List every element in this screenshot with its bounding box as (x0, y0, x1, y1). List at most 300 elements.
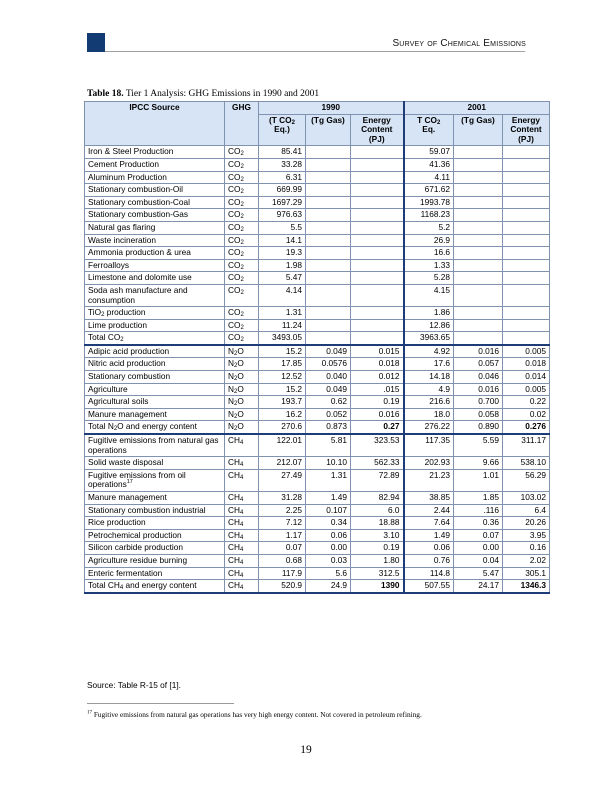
cell-source: Manure management (85, 408, 225, 421)
cell-source: Lime production (85, 319, 225, 332)
footnote-text: Fugitive emissions from natural gas operations has very high energy content. Not covered in petroleum refining. (92, 710, 422, 719)
cell-source: Enteric fermentation (85, 567, 225, 580)
cell-2001-tg: 9.66 (454, 457, 503, 470)
cell-1990-energy: 0.19 (351, 542, 404, 555)
cell-1990-tg (306, 284, 351, 306)
cell-1990-energy (351, 319, 404, 332)
col-header-1990: 1990 (259, 102, 404, 115)
table-row (85, 184, 550, 197)
cell-1990-energy (351, 146, 404, 159)
header-accent-block (87, 33, 105, 52)
table-row (85, 332, 550, 345)
cell-2001-tg: 0.058 (454, 408, 503, 421)
cell-2001-tg (454, 332, 503, 345)
col-header-source: IPCC Source (85, 102, 225, 146)
cell-2001-tg: .116 (454, 504, 503, 517)
cell-2001-energy (503, 319, 550, 332)
cell-source: Fugitive emissions from oil operations$^{17}$ (85, 469, 225, 491)
cell-ghg: $N_2O$ (225, 408, 259, 421)
cell-2001-energy: 56.29 (503, 469, 550, 491)
cell-2001-tco2: 7.64 (404, 517, 454, 530)
cell-1990-energy: 1.80 (351, 554, 404, 567)
cell-1990-tg (306, 184, 351, 197)
cell-1990-tco2: 976.63 (259, 209, 306, 222)
table-row (85, 567, 550, 580)
cell-2001-tco2: 507.55 (404, 580, 454, 593)
cell-2001-tco2: 5.2 (404, 221, 454, 234)
cell-2001-energy (503, 209, 550, 222)
cell-2001-energy (503, 332, 550, 345)
cell-2001-energy: 0.16 (503, 542, 550, 555)
cell-2001-tg (454, 171, 503, 184)
cell-2001-energy (503, 171, 550, 184)
table-row (85, 580, 550, 593)
cell-1990-tco2: 1.17 (259, 529, 306, 542)
ghg-emissions-table (84, 101, 550, 594)
cell-ghg: $CH_4$ (225, 469, 259, 491)
cell-1990-energy (351, 221, 404, 234)
cell-1990-tco2: 520.9 (259, 580, 306, 593)
footnote (87, 710, 422, 719)
cell-1990-tco2: 14.1 (259, 234, 306, 247)
cell-ghg: $CO_2$ (225, 319, 259, 332)
footnote-marker: 17 (87, 710, 92, 716)
cell-1990-tco2: 15.2 (259, 383, 306, 396)
cell-ghg: $CO_2$ (225, 284, 259, 306)
cell-2001-energy (503, 284, 550, 306)
cell-2001-tco2: 276.22 (404, 421, 454, 434)
cell-2001-tg: 0.00 (454, 542, 503, 555)
cell-2001-tco2: 202.93 (404, 457, 454, 470)
cell-1990-tco2: 117.9 (259, 567, 306, 580)
cell-ghg: $N_2O$ (225, 345, 259, 358)
cell-1990-tco2: 17.85 (259, 358, 306, 371)
cell-2001-tg (454, 259, 503, 272)
caption-text: Tier 1 Analysis: GHG Emissions in 1990 and 2001 (123, 89, 320, 99)
cell-source: Soda ash manufacture and consumption (85, 284, 225, 306)
cell-source: Total $CH_4$ and energy content (85, 580, 225, 593)
caption-label: Table 18. (87, 89, 124, 99)
cell-1990-tg: 0.052 (306, 408, 351, 421)
table-row (85, 358, 550, 371)
table-row (85, 469, 550, 491)
cell-2001-tco2: 1.49 (404, 529, 454, 542)
cell-1990-energy: 18.88 (351, 517, 404, 530)
cell-2001-tg (454, 146, 503, 159)
table-caption (87, 89, 319, 99)
cell-source: Stationary combustion industrial (85, 504, 225, 517)
table-row (85, 492, 550, 505)
cell-2001-tco2: 16.6 (404, 247, 454, 260)
cell-1990-energy: 323.53 (351, 434, 404, 457)
cell-1990-tco2: 122.01 (259, 434, 306, 457)
cell-2001-energy: 0.005 (503, 345, 550, 358)
cell-2001-energy: 103.02 (503, 492, 550, 505)
cell-1990-tg: 5.81 (306, 434, 351, 457)
cell-ghg: $CO_2$ (225, 146, 259, 159)
cell-2001-tg: 1.85 (454, 492, 503, 505)
cell-ghg: $CO_2$ (225, 184, 259, 197)
cell-2001-energy: 0.005 (503, 383, 550, 396)
cell-2001-tg (454, 247, 503, 260)
cell-2001-tg: 0.700 (454, 396, 503, 409)
cell-1990-energy (351, 234, 404, 247)
cell-1990-tg (306, 171, 351, 184)
cell-2001-tg (454, 319, 503, 332)
cell-2001-tg (454, 307, 503, 320)
table-row (85, 319, 550, 332)
cell-ghg: $CO_2$ (225, 307, 259, 320)
col-header-2001-tg: (Tg Gas) (454, 114, 503, 146)
running-header: Survey of Chemical Emissions (392, 38, 526, 49)
cell-source: Natural gas flaring (85, 221, 225, 234)
cell-2001-tco2: 0.06 (404, 542, 454, 555)
cell-2001-tco2: 4.11 (404, 171, 454, 184)
cell-1990-tg (306, 196, 351, 209)
cell-1990-tco2: 1.98 (259, 259, 306, 272)
cell-1990-energy (351, 171, 404, 184)
col-header-1990-tco2: (T $CO_2$ Eq.) (259, 114, 306, 146)
cell-2001-energy (503, 307, 550, 320)
cell-1990-tco2: 85.41 (259, 146, 306, 159)
cell-1990-energy: 0.018 (351, 358, 404, 371)
cell-ghg: $CO_2$ (225, 158, 259, 171)
cell-2001-tg (454, 184, 503, 197)
cell-1990-tco2: 0.68 (259, 554, 306, 567)
cell-2001-tg (454, 158, 503, 171)
cell-2001-energy (503, 272, 550, 285)
cell-2001-tg: 5.47 (454, 567, 503, 580)
cell-1990-energy (351, 247, 404, 260)
cell-1990-tco2: 4.14 (259, 284, 306, 306)
cell-1990-energy (351, 209, 404, 222)
cell-1990-tco2: 0.07 (259, 542, 306, 555)
cell-1990-tco2: 31.28 (259, 492, 306, 505)
cell-ghg: $CH_4$ (225, 567, 259, 580)
cell-2001-tco2: 41.36 (404, 158, 454, 171)
source-note: Source: Table R-15 of [1]. (87, 680, 181, 690)
table-row (85, 345, 550, 358)
cell-ghg: $CO_2$ (225, 221, 259, 234)
col-header-1990-tg: (Tg Gas) (306, 114, 351, 146)
cell-2001-tco2: 1993.78 (404, 196, 454, 209)
cell-1990-energy: 82.94 (351, 492, 404, 505)
cell-source: Iron & Steel Production (85, 146, 225, 159)
cell-1990-tg (306, 146, 351, 159)
cell-2001-tco2: 4.92 (404, 345, 454, 358)
table-row (85, 421, 550, 434)
cell-1990-energy: 0.015 (351, 345, 404, 358)
cell-source: Stationary combustion-Gas (85, 209, 225, 222)
cell-1990-tg (306, 158, 351, 171)
cell-1990-tg (306, 319, 351, 332)
cell-ghg: $N_2O$ (225, 383, 259, 396)
cell-2001-tco2: 18.0 (404, 408, 454, 421)
cell-1990-tco2: 27.49 (259, 469, 306, 491)
table-row (85, 554, 550, 567)
table-row (85, 196, 550, 209)
cell-source: Agriculture residue burning (85, 554, 225, 567)
cell-2001-tg (454, 234, 503, 247)
cell-1990-tg (306, 221, 351, 234)
table-row (85, 221, 550, 234)
table-row (85, 371, 550, 384)
page-number: 19 (300, 744, 312, 756)
cell-1990-energy: 562.33 (351, 457, 404, 470)
cell-ghg: $CH_4$ (225, 504, 259, 517)
cell-2001-energy: 0.22 (503, 396, 550, 409)
cell-1990-tg: 0.03 (306, 554, 351, 567)
cell-ghg: $CH_4$ (225, 457, 259, 470)
cell-2001-energy: 305.1 (503, 567, 550, 580)
table-row (85, 158, 550, 171)
table-row (85, 284, 550, 306)
cell-ghg: $CH_4$ (225, 580, 259, 593)
cell-ghg: $CO_2$ (225, 247, 259, 260)
cell-source: Aluminum Production (85, 171, 225, 184)
cell-2001-tg (454, 221, 503, 234)
cell-1990-energy: 0.19 (351, 396, 404, 409)
cell-2001-tg (454, 284, 503, 306)
cell-1990-tco2: 15.2 (259, 345, 306, 358)
cell-1990-tg (306, 234, 351, 247)
cell-1990-tco2: 3493.05 (259, 332, 306, 345)
cell-ghg: $CH_4$ (225, 554, 259, 567)
cell-2001-tco2: 5.28 (404, 272, 454, 285)
cell-source: Fugitive emissions from natural gas operations (85, 434, 225, 457)
cell-ghg: $CO_2$ (225, 332, 259, 345)
cell-1990-tg: 1.49 (306, 492, 351, 505)
cell-2001-energy (503, 247, 550, 260)
cell-2001-energy (503, 234, 550, 247)
cell-2001-energy (503, 196, 550, 209)
cell-2001-tg: 1.01 (454, 469, 503, 491)
cell-1990-tco2: 6.31 (259, 171, 306, 184)
cell-1990-tco2: 5.5 (259, 221, 306, 234)
table-row (85, 529, 550, 542)
cell-2001-energy: 2.02 (503, 554, 550, 567)
cell-1990-energy (351, 158, 404, 171)
cell-2001-energy (503, 259, 550, 272)
cell-1990-tco2: 1.31 (259, 307, 306, 320)
cell-2001-tg: 5.59 (454, 434, 503, 457)
table-row (85, 504, 550, 517)
cell-ghg: $CO_2$ (225, 234, 259, 247)
cell-2001-tg: 0.057 (454, 358, 503, 371)
cell-1990-tco2: 270.6 (259, 421, 306, 434)
cell-2001-tco2: 17.6 (404, 358, 454, 371)
cell-2001-tco2: 12.86 (404, 319, 454, 332)
cell-ghg: $N_2O$ (225, 371, 259, 384)
cell-source: Agricultural soils (85, 396, 225, 409)
cell-1990-tg: 24.9 (306, 580, 351, 593)
cell-source: Total $CO_2$ (85, 332, 225, 345)
cell-2001-energy (503, 146, 550, 159)
cell-source: Stationary combustion (85, 371, 225, 384)
cell-2001-tg (454, 209, 503, 222)
table-row (85, 434, 550, 457)
table-row (85, 146, 550, 159)
cell-2001-tco2: 216.6 (404, 396, 454, 409)
cell-source: Waste incineration (85, 234, 225, 247)
cell-2001-tg: 0.36 (454, 517, 503, 530)
cell-2001-energy (503, 184, 550, 197)
cell-2001-tco2: 4.15 (404, 284, 454, 306)
cell-2001-tco2: 1168.23 (404, 209, 454, 222)
cell-2001-tg: 0.04 (454, 554, 503, 567)
cell-1990-energy: 3.10 (351, 529, 404, 542)
col-header-2001: 2001 (404, 102, 550, 115)
cell-2001-tg: 0.07 (454, 529, 503, 542)
cell-1990-energy: 6.0 (351, 504, 404, 517)
col-header-2001-energy: Energy Content (PJ) (503, 114, 550, 146)
cell-2001-tco2: 21.23 (404, 469, 454, 491)
cell-2001-tco2: 114.8 (404, 567, 454, 580)
cell-2001-energy: 538.10 (503, 457, 550, 470)
cell-1990-tg: 0.34 (306, 517, 351, 530)
cell-1990-energy (351, 284, 404, 306)
cell-1990-tg (306, 332, 351, 345)
cell-source: Stationary combustion-Oil (85, 184, 225, 197)
col-header-ghg: GHG (225, 102, 259, 146)
cell-source: Adipic acid production (85, 345, 225, 358)
cell-2001-tco2: 59.07 (404, 146, 454, 159)
cell-1990-tg: 1.31 (306, 469, 351, 491)
cell-1990-energy: 0.27 (351, 421, 404, 434)
cell-2001-energy: 0.276 (503, 421, 550, 434)
header-rule (105, 51, 525, 52)
cell-2001-energy: 311.17 (503, 434, 550, 457)
cell-2001-energy: 6.4 (503, 504, 550, 517)
cell-ghg: $N_2O$ (225, 421, 259, 434)
cell-1990-energy (351, 259, 404, 272)
cell-2001-tco2: 4.9 (404, 383, 454, 396)
cell-1990-tco2: 5.47 (259, 272, 306, 285)
cell-2001-tco2: 26.9 (404, 234, 454, 247)
cell-1990-tg: 0.049 (306, 383, 351, 396)
table-row (85, 247, 550, 260)
cell-2001-tco2: 671.62 (404, 184, 454, 197)
cell-1990-tg: 0.62 (306, 396, 351, 409)
table-row (85, 408, 550, 421)
cell-1990-tco2: 16.2 (259, 408, 306, 421)
cell-1990-tco2: 7.12 (259, 517, 306, 530)
cell-source: Rice production (85, 517, 225, 530)
cell-2001-tco2: 0.76 (404, 554, 454, 567)
cell-1990-tg (306, 209, 351, 222)
cell-1990-energy: 0.016 (351, 408, 404, 421)
cell-source: Manure management (85, 492, 225, 505)
cell-ghg: $N_2O$ (225, 396, 259, 409)
cell-source: TiO$_2$ production (85, 307, 225, 320)
cell-1990-energy (351, 307, 404, 320)
cell-1990-tco2: 12.52 (259, 371, 306, 384)
cell-1990-tg (306, 307, 351, 320)
cell-1990-tg: 0.06 (306, 529, 351, 542)
cell-1990-tco2: 212.07 (259, 457, 306, 470)
table-row (85, 542, 550, 555)
cell-2001-tg: 24.17 (454, 580, 503, 593)
cell-source: Nitric acid production (85, 358, 225, 371)
cell-1990-tg (306, 272, 351, 285)
table-row (85, 517, 550, 530)
cell-ghg: $CH_4$ (225, 542, 259, 555)
cell-2001-energy: 0.014 (503, 371, 550, 384)
cell-1990-tco2: 669.99 (259, 184, 306, 197)
cell-2001-tg: 0.046 (454, 371, 503, 384)
cell-ghg: $CH_4$ (225, 529, 259, 542)
cell-ghg: $CH_4$ (225, 434, 259, 457)
cell-2001-energy: 0.02 (503, 408, 550, 421)
cell-1990-tco2: 33.28 (259, 158, 306, 171)
table-body (85, 146, 550, 593)
cell-2001-tco2: 1.86 (404, 307, 454, 320)
cell-1990-tg: 0.873 (306, 421, 351, 434)
cell-2001-energy: 1346.3 (503, 580, 550, 593)
cell-2001-energy (503, 221, 550, 234)
col-header-2001-tco2: T $CO_2$ Eq. (404, 114, 454, 146)
cell-source: Agriculture (85, 383, 225, 396)
cell-ghg: $N_2O$ (225, 358, 259, 371)
cell-source: Cement Production (85, 158, 225, 171)
cell-ghg: $CO_2$ (225, 272, 259, 285)
cell-2001-energy: 20.26 (503, 517, 550, 530)
cell-2001-tco2: 117.35 (404, 434, 454, 457)
cell-ghg: $CH_4$ (225, 517, 259, 530)
table-row (85, 383, 550, 396)
cell-1990-energy: 312.5 (351, 567, 404, 580)
table-row (85, 457, 550, 470)
cell-2001-tg (454, 272, 503, 285)
cell-2001-energy: 3.95 (503, 529, 550, 542)
cell-1990-tg: 0.040 (306, 371, 351, 384)
cell-2001-tco2: 3963.65 (404, 332, 454, 345)
cell-1990-energy (351, 272, 404, 285)
cell-2001-tco2: 38.85 (404, 492, 454, 505)
col-header-1990-energy: Energy Content (PJ) (351, 114, 404, 146)
cell-1990-energy: 1390 (351, 580, 404, 593)
cell-1990-energy (351, 332, 404, 345)
cell-2001-tg (454, 196, 503, 209)
cell-1990-tco2: 1697.29 (259, 196, 306, 209)
cell-2001-tco2: 2.44 (404, 504, 454, 517)
cell-ghg: $CO_2$ (225, 259, 259, 272)
table-row (85, 272, 550, 285)
table-row (85, 259, 550, 272)
cell-2001-tco2: 1.33 (404, 259, 454, 272)
cell-ghg: $CO_2$ (225, 196, 259, 209)
cell-ghg: $CO_2$ (225, 171, 259, 184)
cell-1990-tco2: 2.25 (259, 504, 306, 517)
cell-source: Ferroalloys (85, 259, 225, 272)
cell-2001-tco2: 14.18 (404, 371, 454, 384)
cell-2001-energy: 0.018 (503, 358, 550, 371)
table-row (85, 234, 550, 247)
cell-1990-tg: 0.00 (306, 542, 351, 555)
cell-source: Limestone and dolomite use (85, 272, 225, 285)
cell-1990-tg (306, 247, 351, 260)
cell-ghg: $CH_4$ (225, 492, 259, 505)
cell-2001-tg: 0.890 (454, 421, 503, 434)
table-row (85, 171, 550, 184)
cell-source: Total $N_2O$ and energy content (85, 421, 225, 434)
cell-2001-energy (503, 158, 550, 171)
cell-1990-tco2: 193.7 (259, 396, 306, 409)
table-row (85, 209, 550, 222)
table-row (85, 307, 550, 320)
cell-1990-tg: 0.107 (306, 504, 351, 517)
cell-1990-energy: .015 (351, 383, 404, 396)
